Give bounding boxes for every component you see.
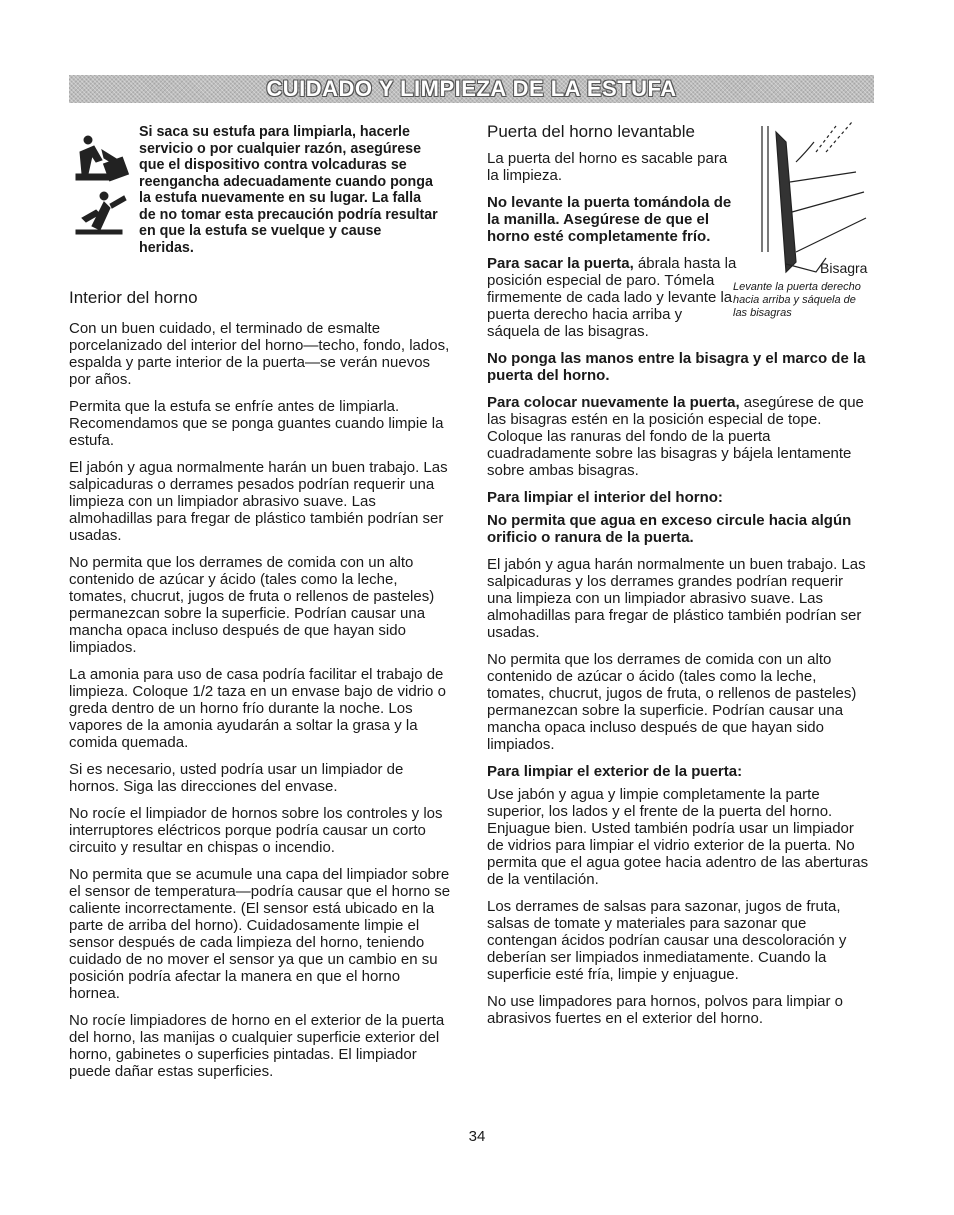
door-water-warning: No permita que agua en exceso circule hacia algún orificio o ranura de la puerta. (487, 512, 852, 546)
interior-paragraph: Permita que la estufa se enfríe antes de limpiarla. Recomendamos que se ponga guantes cuando limpie la estufa. (69, 398, 444, 449)
door-paragraph: Los derrames de salsas para sazonar, jugos de fruta, salsas de tomate y materiales para sazonar que contengan ácidos podrían causar una descoloración y deberían ser limpiados inmediatamente. Cuando la superficie esté fría, limpie y enjuague. (487, 898, 847, 983)
page-number: 34 (468, 1128, 486, 1145)
door-warning: No levante la puerta tomándola de la manilla. Asegúrese de que el horno esté completamente frío. (487, 194, 732, 245)
door-remove-instructions (487, 255, 737, 340)
door-heading: Puerta del horno levantable (487, 122, 695, 141)
figure-caption: Levante la puerta derecho hacia arriba y sáquela de las bisagras (733, 281, 861, 319)
door-replace-text: asegúrese de que las bisagras estén en la posición especial de tope. Coloque las ranuras del fondo de la puerta cuadradamente sobre las bisagras y bájela lentamente sobre ambas bisagras. (487, 394, 864, 479)
anti-tip-warning-icon (74, 130, 130, 240)
interior-paragraph: Con un buen cuidado, el terminado de esmalte porcelanizado del interior del horno—techo, fondo, lados, espalda y parte interior de la puerta—se verán nuevos por años. (69, 320, 450, 388)
interior-paragraph: La amonia para uso de casa podría facilitar el trabajo de limpieza. Coloque 1/2 taza en un envase bajo de vidrio o greda dentro de un horno frío durante la noche. Los vapores de la amonia ayudarán a soltar la grasa y la comida quemada. (69, 666, 446, 751)
section-title: CUIDADO Y LIMPIEZA DE LA ESTUFA (266, 76, 677, 101)
interior-paragraph: No permita que los derrames de comida con un alto contenido de azúcar y ácido (tales como la leche, tomates, chucrut, jugos de fruta o rellenos de pasteles) permanezcan sobre la superficie. Podrían causar una mancha opaca incluso después de que hayan sido limpiados. (69, 554, 435, 656)
door-replace-instructions (487, 394, 872, 479)
door-remove-text: ábrala hasta la posición especial de paro. Tómela firmemente de cada lado y levante la puerta derecho hacia arriba y sáquela de las bisagras. (487, 255, 737, 340)
section-banner (69, 75, 874, 103)
door-hands-warning: No ponga las manos entre la bisagra y el marco de la puerta del horno. (487, 350, 866, 384)
interior-paragraph: El jabón y agua normalmente harán un buen trabajo. Las salpicaduras o derrames pesados podrían requerir una limpieza con un limpiador abrasivo suave. Las almohadillas para fregar de plástico también podrían ser usadas. (69, 459, 448, 544)
door-paragraph: El jabón y agua harán normalmente un buen trabajo. Las salpicaduras y los derrames grandes podrían requerir una limpieza con un limpiador abrasivo suave. Las almohadillas para fregar de plástico también podrían ser usadas. (487, 556, 866, 641)
interior-body (69, 320, 454, 1090)
door-paragraph: No permita que los derrames de comida con un alto contenido de azúcar o ácido (tales como la leche, tomates, chucrut, jugos de fruta, o rellenos de pasteles) permanezcan sobre la superficie. Podrían causar una mancha opaca incluso después de que hayan sido limpiados. (487, 651, 857, 753)
interior-paragraph: No rocíe limpiadores de horno en el exterior de la puerta del horno, las manijas o cualquier superficie exterior del horno, gabinetes o superficies pintadas. El limpiador puede dañar estas superficies. (69, 1012, 445, 1080)
door-paragraph: Use jabón y agua y limpie completamente la parte superior, los lados y el frente de la puerta del horno. Enjuague bien. Usted también podría usar un limpiador de vidrios para limpiar el vidrio exterior de la puerta. No permita que el agua gotee hacia adentro de las aberturas de la ventilación. (487, 786, 869, 888)
door-paragraph: No use limpadores para hornos, polvos para limpiar o abrasivos fuertes en el exterior del horno. (487, 993, 844, 1027)
interior-paragraph: No permita que se acumule una capa del limpiador sobre el sensor de temperatura—podría causar que el horno se caliente incorrectamente. (El sensor está ubicado en la parte de arriba del horno). Cuidadosamente limpie el sensor después de cada limpieza del horno, teniendo cuidado de no mover el sensor ya que un cambio en su posición podría afectar la manera en que el horno hornea. (69, 866, 451, 1002)
interior-heading: Interior del horno (69, 288, 198, 307)
door-remove-lead: Para sacar la puerta, (487, 255, 634, 272)
door-replace-lead: Para colocar nuevamente la puerta, (487, 394, 740, 411)
interior-paragraph: No rocíe el limpiador de hornos sobre los controles y los interruptores eléctricos porque podría causar un corto circuito y resultar en chispas o incendio. (69, 805, 443, 856)
door-paragraph: La puerta del horno es sacable para la limpieza. (487, 150, 728, 184)
hinge-label: Bisagra (820, 260, 868, 276)
door-interior-subheading: Para limpiar el interior del horno: (487, 489, 723, 506)
door-exterior-subheading: Para limpiar el exterior de la puerta: (487, 763, 743, 780)
anti-tip-warning-text: Si saca su estufa para limpiarla, hacerle servicio o por cualquier razón, asegúrese que el dispositivo contra volcaduras se reengancha adecuadamente cuando ponga la estufa nuevamente en su lugar. La falla de no tomar esta precaución podría resultar en que la estufa se vuelque y cause heridas. (139, 124, 438, 256)
door-body (487, 150, 872, 1037)
interior-paragraph: Si es necesario, usted podría usar un limpiador de hornos. Siga las direcciones del envase. (69, 761, 404, 795)
